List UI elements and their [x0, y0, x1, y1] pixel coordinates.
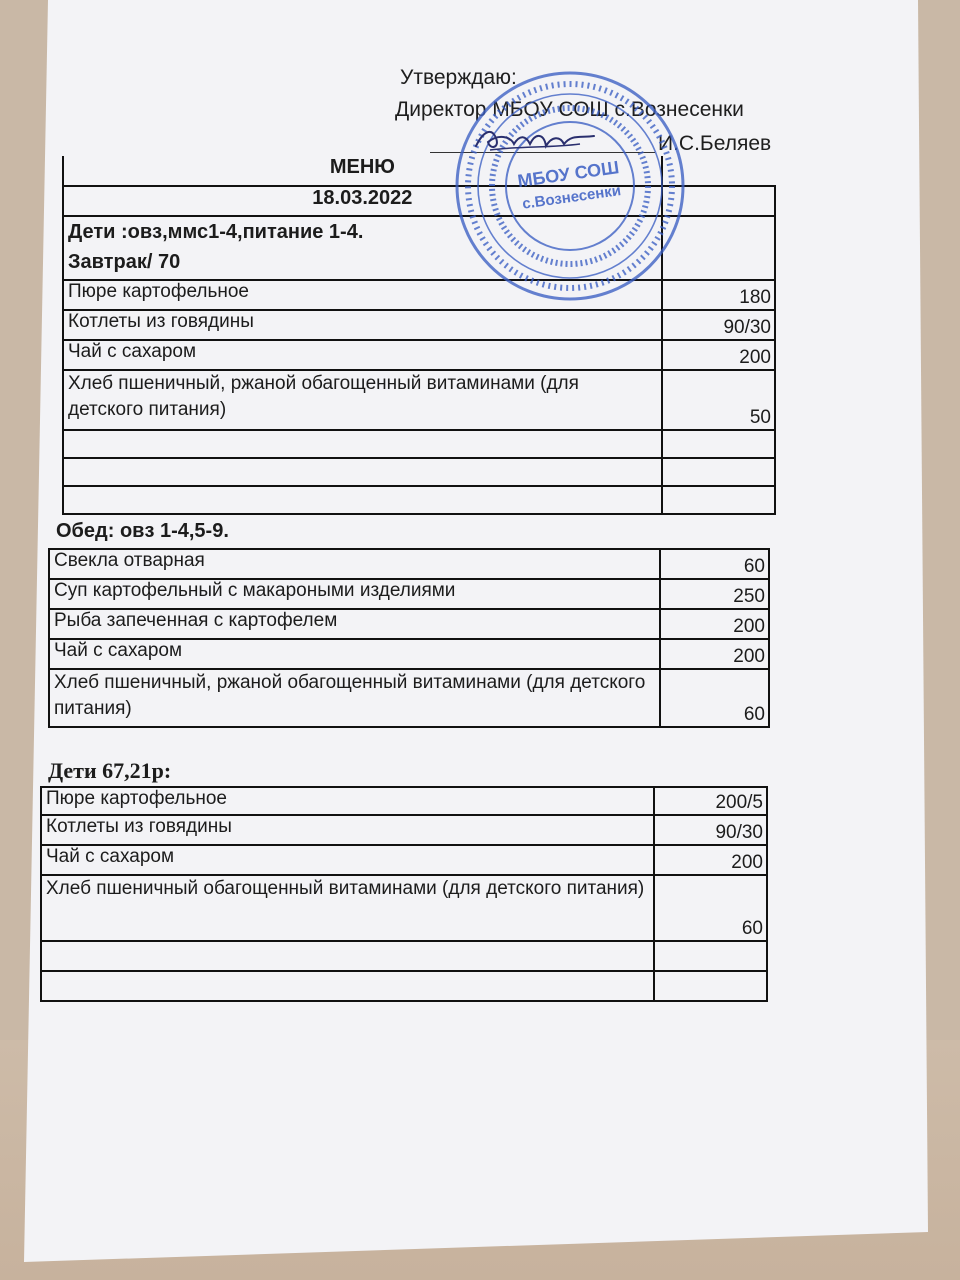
empty-row [63, 430, 775, 458]
table-row [41, 845, 767, 875]
stamp-line2: с.Вознесенки [521, 182, 623, 213]
table-row [63, 310, 775, 340]
table-row [49, 639, 769, 669]
table-row [63, 340, 775, 370]
item-qty: 250 [660, 579, 769, 609]
table-row [49, 669, 769, 727]
empty-row [63, 458, 775, 486]
item-name: Хлеб пшеничный, ржаной обагощенный витаминами (для детского питания) [63, 370, 662, 430]
item-name: Пюре картофельное [41, 787, 654, 815]
approval-heading: Утверждаю: [400, 66, 517, 89]
table-row [49, 549, 769, 579]
item-name: Хлеб пшеничный обагощенный витаминами (для детского питания) [41, 875, 654, 941]
item-qty: 200 [662, 340, 775, 370]
approval-signer: И.С.Беляев [658, 132, 772, 155]
empty-row [41, 941, 767, 971]
breakfast-group-line1: Дети :овз,ммс1-4,питание 1-4. [68, 221, 364, 243]
table-row [41, 815, 767, 845]
item-qty: 200 [660, 609, 769, 639]
item-name: Чай с сахаром [63, 340, 662, 370]
signature-icon [470, 124, 600, 156]
item-name: Пюре картофельное [63, 280, 662, 310]
kids-table [40, 786, 768, 1002]
table-row [49, 579, 769, 609]
item-name: Чай с сахаром [49, 639, 660, 669]
table-row [41, 875, 767, 941]
official-stamp-icon [452, 68, 688, 304]
stamp-line1: МБОУ СОШ [516, 157, 621, 192]
table-row [49, 609, 769, 639]
empty-row [63, 486, 775, 514]
breakfast-group-line2: Завтрак/ 70 [68, 251, 181, 273]
item-qty: 60 [660, 549, 769, 579]
item-qty: 180 [662, 280, 775, 310]
item-name: Суп картофельный с макароными изделиями [49, 579, 660, 609]
item-name: Рыба запеченная с картофелем [49, 609, 660, 639]
item-qty: 200 [660, 639, 769, 669]
item-qty: 200/5 [654, 787, 767, 815]
item-qty: 90/30 [662, 310, 775, 340]
menu-title: МЕНЮ [63, 156, 662, 186]
item-qty: 90/30 [654, 815, 767, 845]
item-name: Котлеты из говядины [41, 815, 654, 845]
approval-director: Директор МБОУ СОШ с.Вознесенки [395, 98, 744, 121]
kids-title: Дети 67,21р: [48, 758, 172, 783]
item-name: Хлеб пшеничный, ржаной обагощенный витаминами (для детского питания) [49, 669, 660, 727]
table-row [41, 787, 767, 815]
item-qty: 50 [662, 370, 775, 430]
item-name: Свекла отварная [49, 549, 660, 579]
item-qty: 200 [654, 845, 767, 875]
table-row [63, 370, 775, 430]
item-name: Чай с сахаром [41, 845, 654, 875]
item-name: Котлеты из говядины [63, 310, 662, 340]
lunch-table [48, 548, 770, 728]
lunch-title: Обед: овз 1-4,5-9. [56, 520, 229, 542]
item-qty: 60 [660, 669, 769, 727]
item-qty: 60 [654, 875, 767, 941]
empty-row [41, 971, 767, 1001]
menu-date: 18.03.2022 [63, 186, 662, 216]
